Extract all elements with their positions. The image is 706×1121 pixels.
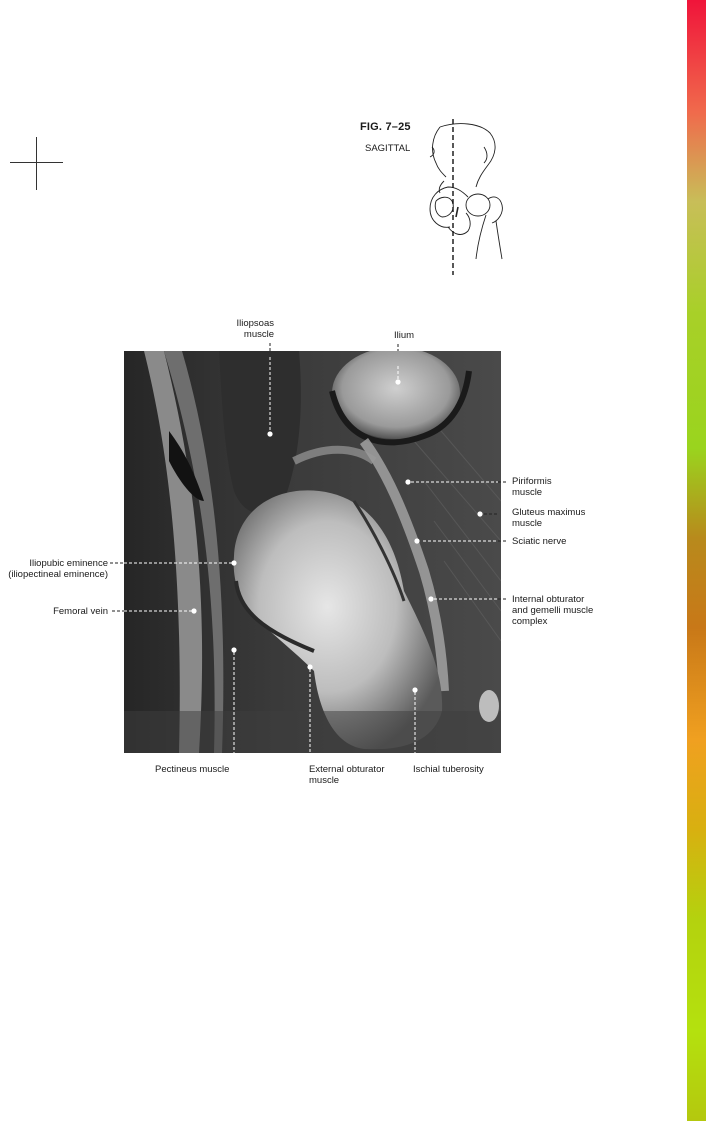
label-gluteus-maximus-muscle: Gluteus maximus muscle [512,507,586,529]
label-femoral-vein: Femoral vein [53,606,108,617]
figure-plane: SAGITTAL [365,143,411,154]
label-ilium: Ilium [394,330,415,341]
figure-number: FIG. 7–25 [360,121,411,133]
label-internal-obturator-complex: Internal obturator and gemelli muscle complex [512,594,594,627]
label-pectineus-muscle: Pectineus muscle [155,764,230,775]
label-iliopsoas-muscle: Iliopsoas muscle [236,318,274,340]
label-ischial-tuberosity: Ischial tuberosity [413,764,484,775]
label-iliopubic-eminence: Iliopubic eminence (iliopectineal eminence) [8,558,108,580]
pelvis-locator-diagram [418,117,513,277]
label-sciatic-nerve: Sciatic nerve [512,536,567,547]
label-external-obturator-muscle: External obturator muscle [309,764,385,786]
crop-mark-vertical [36,137,37,190]
page-edge-color-bar [687,0,706,1121]
mri-sagittal-image [124,351,501,753]
label-piriformis-muscle: Piriformis muscle [512,476,552,498]
